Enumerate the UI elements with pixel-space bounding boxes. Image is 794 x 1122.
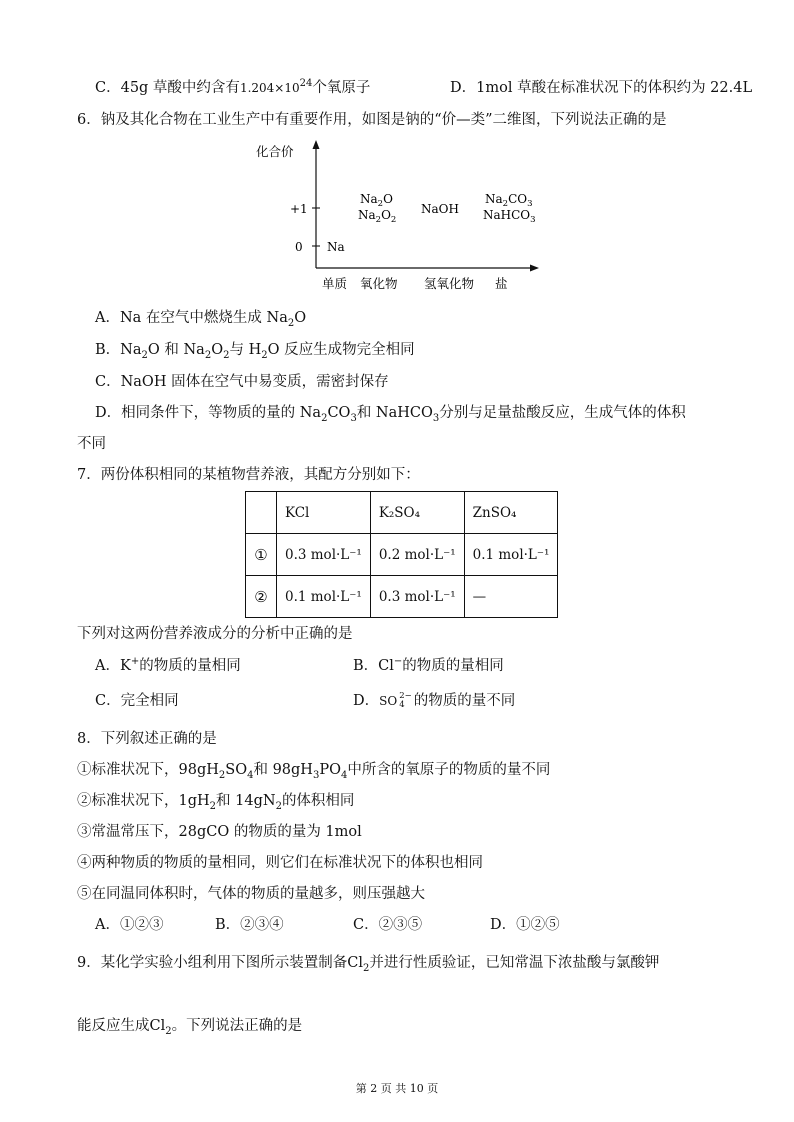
q5-c-suffix: 个氧原子 (312, 80, 371, 96)
q8-statement-3: ③常温常压下，28gCO 的物质的量为 1mol (77, 824, 362, 840)
q7-b-tail: 的物质的量相同 (402, 658, 504, 674)
q7-d-tail: 的物质的量不同 (413, 693, 516, 709)
q8-option-b: B．②③④ (215, 917, 284, 933)
q8-s1-mid2: 和 98gH (253, 762, 313, 778)
page-footer: 第 2 页 共 10 页 (355, 1082, 439, 1095)
q8-statement-1 (77, 760, 550, 780)
table-header-cell: K₂SO₄ (370, 492, 464, 534)
q6-a-sub: 2 (287, 317, 295, 329)
table-cell: ① (246, 534, 277, 576)
q5-c-text: C．45g 草酸中约含有 (95, 80, 240, 96)
cell-na2o: $Na_2O$ (360, 192, 393, 209)
q7-a-sup: + (130, 656, 140, 668)
q5-c-number: 1.204×10 (239, 81, 300, 95)
table-cell: 0.1 mol·L⁻¹ (277, 576, 371, 618)
q8-option-d: D．①②⑤ (490, 917, 560, 933)
q8-s2-text: ②标准状况下，1gH (77, 793, 210, 809)
q6-option-a (95, 308, 306, 328)
q5-option-c (95, 78, 370, 98)
q6-b-mid2: O (211, 342, 224, 358)
q8-s2-tail: 的体积相同 (281, 793, 355, 809)
x-axis-arrow (530, 265, 539, 272)
y-axis-arrow (313, 140, 320, 149)
q6-d-tail: 分别与足量盐酸反应，生成气体的体积 (439, 405, 686, 421)
q6-b-sub4: 2 (261, 349, 268, 361)
q6-b-text: B．Na (95, 342, 142, 358)
q7-d-sub: 4 (399, 700, 405, 710)
q7-question: 下列对这两份营养液成分的分析中正确的是 (77, 626, 353, 642)
q6-d-mid2: 和 NaHCO (356, 405, 433, 421)
q6-d-sub3: 3 (432, 412, 440, 424)
y-tick-label-0: 0 (295, 240, 303, 254)
q8-s1-mid3: PO (319, 762, 341, 778)
q7-option-a (95, 656, 241, 676)
q8-s1-sub1: 2 (218, 769, 226, 781)
q6-stem: 6．钠及其化合物在工业生产中有重要作用，如图是钠的“价—类”二维图，下列说法正确的是 (77, 112, 667, 128)
q9-l1-cl: Cl (347, 955, 363, 971)
q6-d-text: D．相同条件下，等物质的量的 Na (95, 405, 322, 421)
q7-d-ion: SO (379, 694, 398, 708)
q8-s2-sub1: 2 (209, 800, 217, 812)
q9-l2-text: 能反应生成 (77, 1018, 150, 1034)
q7-option-d (353, 691, 515, 711)
table-row (246, 534, 558, 576)
x-category-elemental: 单质 (322, 276, 348, 291)
table-cell: 0.1 mol·L⁻¹ (464, 534, 558, 576)
q8-s1-sub3: 3 (312, 769, 320, 781)
q8-s1-sub2: 4 (247, 769, 254, 781)
cell-na: Na (327, 240, 345, 254)
q7-stem: 7．两份体积相同的某植物营养液，其配方分别如下： (77, 467, 420, 483)
x-category-hydroxide: 氢氧化物 (424, 276, 475, 291)
q5-c-exponent: 24 (299, 78, 313, 90)
q9-stem-line1 (77, 953, 659, 973)
q9-l2-sub: 2 (165, 1025, 172, 1037)
q8-s1-text: ①标准状况下，98gH (77, 762, 219, 778)
table-cell: 0.2 mol·L⁻¹ (370, 534, 464, 576)
table-header-cell (246, 492, 277, 534)
q6-d-sub2: 3 (350, 412, 357, 424)
q5-option-d: D．1mol 草酸在标准状况下的体积约为 22.4L (450, 80, 753, 96)
table-header-cell: ZnSO₄ (464, 492, 558, 534)
y-tick-label-plus1: +1 (290, 202, 308, 216)
q9-l2-tail: 。下列说法正确的是 (171, 1018, 303, 1034)
table-cell: — (464, 576, 558, 618)
q6-option-c: C．NaOH 固体在空气中易变质，需密封保存 (95, 374, 389, 390)
table-header-row (246, 492, 558, 534)
q8-statement-4: ④两种物质的物质的量相同，则它们在标准状况下的体积也相同 (77, 855, 483, 871)
q6-d-mid: CO (327, 405, 351, 421)
q8-option-a: A．①②③ (95, 917, 164, 933)
q7-d-charge (399, 692, 412, 710)
table-cell: 0.3 mol·L⁻¹ (277, 534, 371, 576)
cell-na2o2: $Na_2O_2$ (358, 208, 397, 225)
q9-stem-line2 (77, 1016, 302, 1036)
table-cell: 0.3 mol·L⁻¹ (370, 576, 464, 618)
q6-b-sub3: 2 (223, 349, 230, 361)
cell-naoh: NaOH (421, 202, 459, 216)
q7-b-text: B．Cl (353, 658, 394, 674)
table-cell: ② (246, 576, 277, 618)
cell-na2co3: $Na_2CO_3$ (485, 192, 533, 209)
q7-b-sup: − (393, 656, 403, 668)
y-axis-label: 化合价 (256, 144, 294, 159)
table-row (246, 576, 558, 618)
q8-s1-sub4: 4 (341, 769, 348, 781)
q7-d-text: D． (353, 693, 380, 709)
q6-option-d (95, 403, 686, 423)
q8-statement-5: ⑤在同温同体积时，气体的物质的量越多，则压强越大 (77, 886, 425, 902)
q9-l1-text: 9．某化学实验小组利用下图所示装置制备 (77, 955, 348, 971)
q9-l1-sub: 2 (362, 962, 370, 974)
q6-a-tail: O (294, 310, 307, 326)
q6-b-sub1: 2 (141, 349, 148, 361)
q7-a-text: A．K (95, 658, 131, 674)
q6-b-sub2: 2 (204, 349, 212, 361)
q7-option-c: C．完全相同 (95, 693, 179, 709)
q8-s1-mid1: SO (225, 762, 248, 778)
table-header-cell: KCl (277, 492, 371, 534)
q6-option-d-continued: 不同 (77, 436, 106, 452)
q8-statement-2 (77, 791, 354, 811)
q6-b-mid1: O 和 Na (147, 342, 205, 358)
q8-option-c: C．②③⑤ (353, 917, 423, 933)
q8-s1-tail: 中所含的氧原子的物质的量不同 (347, 762, 551, 778)
q6-option-b (95, 340, 415, 360)
q8-s2-mid: 和 14gN (216, 793, 276, 809)
q8-s2-sub2: 2 (275, 800, 282, 812)
q7-d-sup: 2− (399, 691, 412, 701)
q6-a-text: A．Na 在空气中燃烧生成 Na (95, 310, 288, 326)
q6-d-sub1: 2 (321, 412, 328, 424)
cell-nahco3: NaHCO$_3$ (483, 208, 536, 225)
x-category-oxide: 氧化物 (360, 276, 398, 291)
q7-a-tail: 的物质的量相同 (139, 658, 241, 674)
q6-b-tail: O 反应生成物完全相同 (267, 342, 415, 358)
q6-b-mid3: 与 H (229, 342, 262, 358)
x-category-salt: 盐 (495, 276, 508, 291)
q9-l2-cl: Cl (149, 1018, 166, 1034)
q7-option-b (353, 656, 504, 676)
q9-l1-tail: 并进行性质验证，已知常温下浓盐酸与氯酸钾 (369, 955, 660, 971)
q8-stem: 8．下列叙述正确的是 (77, 731, 217, 747)
valence-class-diagram (250, 138, 550, 296)
nutrient-table (245, 491, 558, 618)
